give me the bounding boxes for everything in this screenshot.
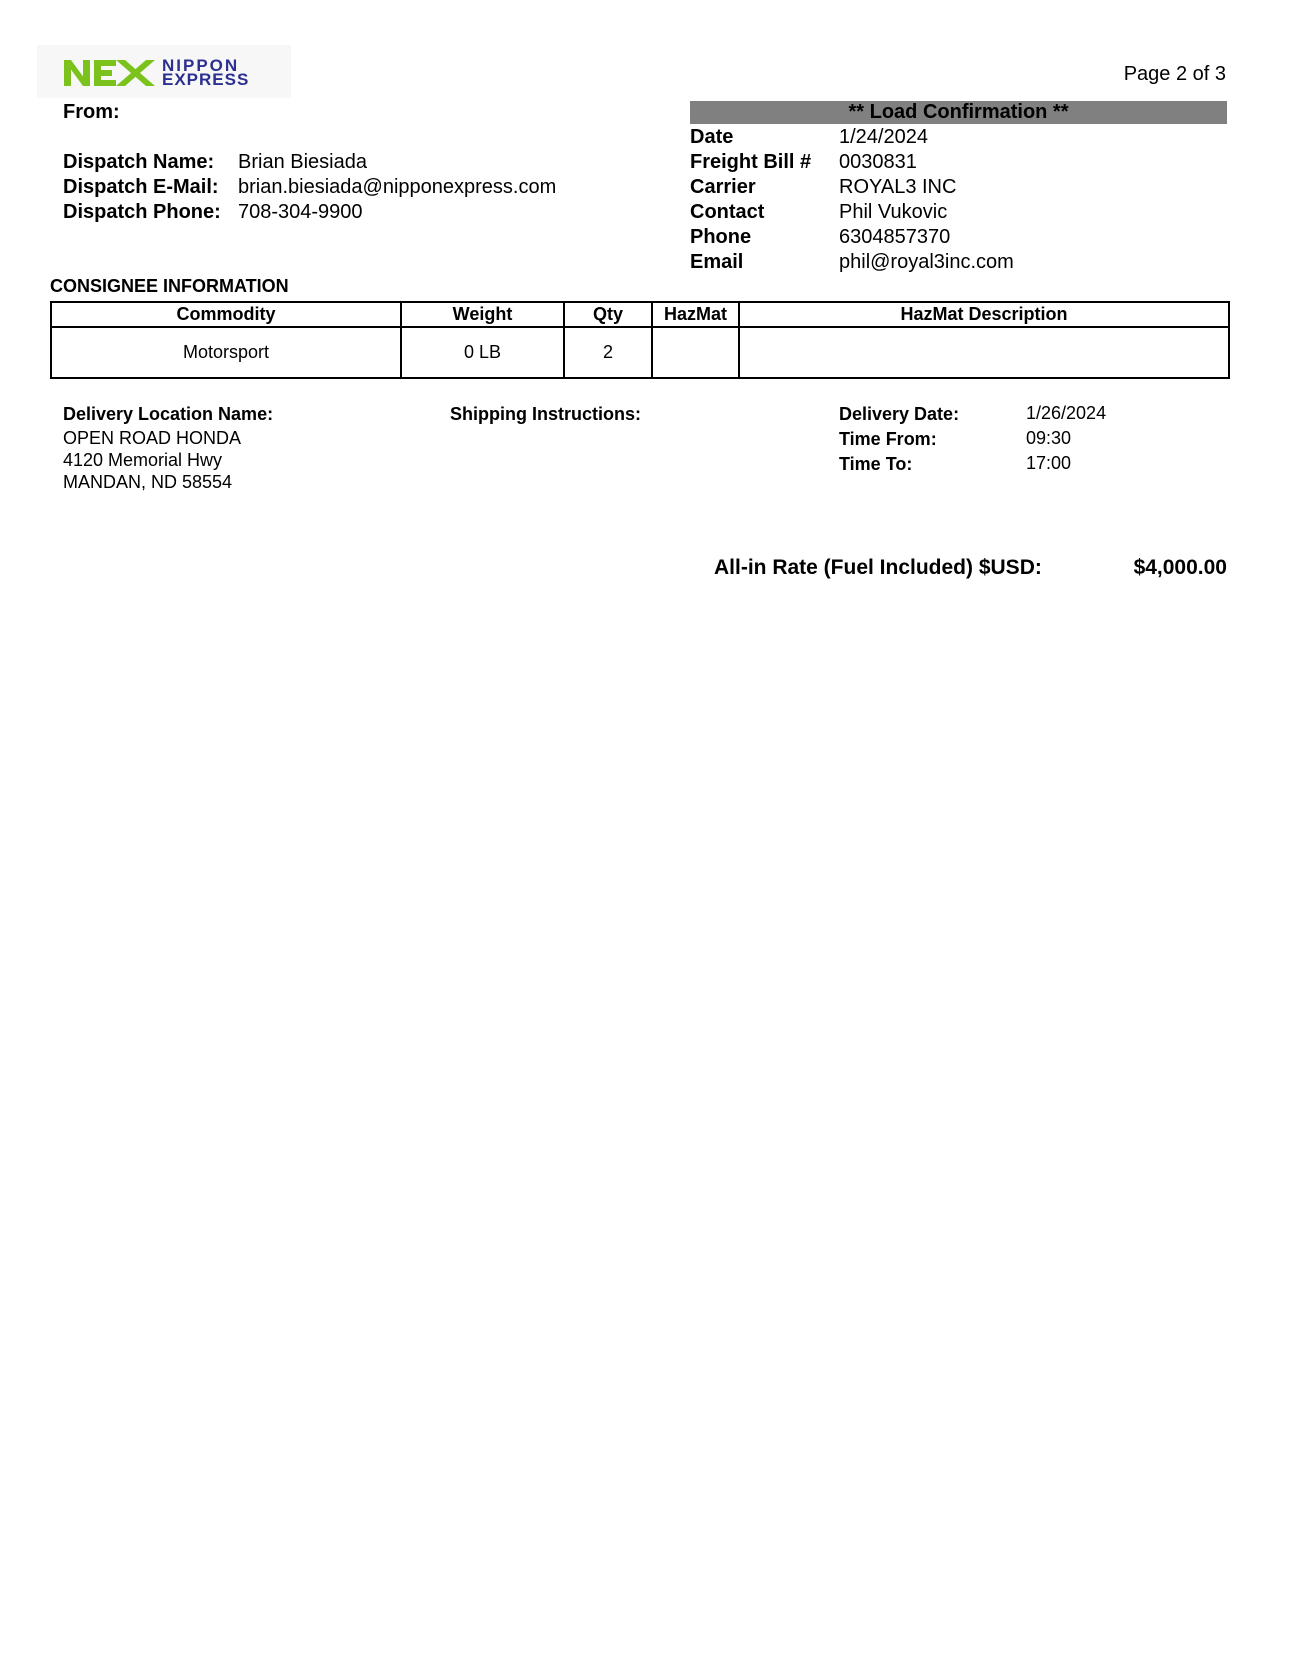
delivery-date-label: Delivery Date:: [839, 404, 960, 424]
dispatch-email-value: brian.biesiada@nipponexpress.com: [238, 176, 557, 198]
lc-freight-bill-value: 0030831: [839, 151, 917, 173]
lc-email-value: phil@royal3inc.com: [839, 251, 1014, 273]
dispatch-phone-label: Dispatch Phone:: [63, 201, 221, 223]
lc-phone-label: Phone: [690, 226, 752, 248]
all-in-rate-value: $4,000.00: [1133, 556, 1227, 579]
table-row: [51, 327, 1229, 378]
lc-date-label: Date: [690, 126, 734, 148]
dispatch-name-value: Brian Biesiada: [238, 151, 367, 173]
load-confirmation-header: ** Load Confirmation **: [690, 101, 1227, 124]
cell-commodity: Motorsport: [51, 327, 401, 378]
logo-text-nippon: NIPPON: [162, 56, 240, 75]
delivery-address-line1: 4120 Memorial Hwy: [63, 450, 223, 470]
lc-date-value: 1/24/2024: [839, 126, 928, 148]
lc-carrier-label: Carrier: [690, 176, 756, 198]
nippon-express-logo-mark: [64, 58, 156, 88]
time-from-value: 09:30: [1026, 428, 1072, 448]
column-header-hazmat: HazMat: [652, 302, 739, 327]
dispatch-email-label: Dispatch E-Mail:: [63, 176, 219, 198]
delivery-location-label: Delivery Location Name:: [63, 404, 274, 424]
dispatch-name-label: Dispatch Name:: [63, 151, 215, 173]
lc-contact-label: Contact: [690, 201, 765, 223]
lc-contact-value: Phil Vukovic: [839, 201, 948, 223]
time-to-label: Time To:: [839, 454, 913, 474]
delivery-location-name: OPEN ROAD HONDA: [63, 428, 242, 448]
consignee-heading: CONSIGNEE INFORMATION: [50, 276, 289, 296]
delivery-address-line2: MANDAN, ND 58554: [63, 472, 233, 492]
column-header-commodity: Commodity: [51, 302, 401, 327]
cell-weight: 0 LB: [401, 327, 564, 378]
cell-hazmat: [652, 327, 739, 378]
cell-hazmat-description: [739, 327, 1229, 378]
shipping-instructions-label: Shipping Instructions:: [450, 404, 641, 424]
table-header-row: [51, 302, 1229, 327]
lc-carrier-value: ROYAL3 INC: [839, 176, 957, 198]
dispatch-phone-value: 708-304-9900: [238, 201, 363, 223]
commodity-table: [50, 301, 1230, 379]
column-header-weight: Weight: [401, 302, 564, 327]
logo-text-express: EXPRESS: [162, 70, 250, 89]
cell-qty: 2: [564, 327, 652, 378]
page-number: Page 2 of 3: [1123, 63, 1226, 85]
column-header-qty: Qty: [564, 302, 652, 327]
from-label: From:: [63, 101, 120, 123]
lc-email-label: Email: [690, 251, 744, 273]
time-to-value: 17:00: [1026, 453, 1072, 473]
column-header-hazmat-description: HazMat Description: [739, 302, 1229, 327]
lc-freight-bill-label: Freight Bill #: [690, 151, 812, 173]
delivery-date-value: 1/26/2024: [1026, 403, 1107, 423]
all-in-rate-label: All-in Rate (Fuel Included) $USD:: [714, 556, 1042, 579]
time-from-label: Time From:: [839, 429, 937, 449]
lc-phone-value: 6304857370: [839, 226, 951, 248]
